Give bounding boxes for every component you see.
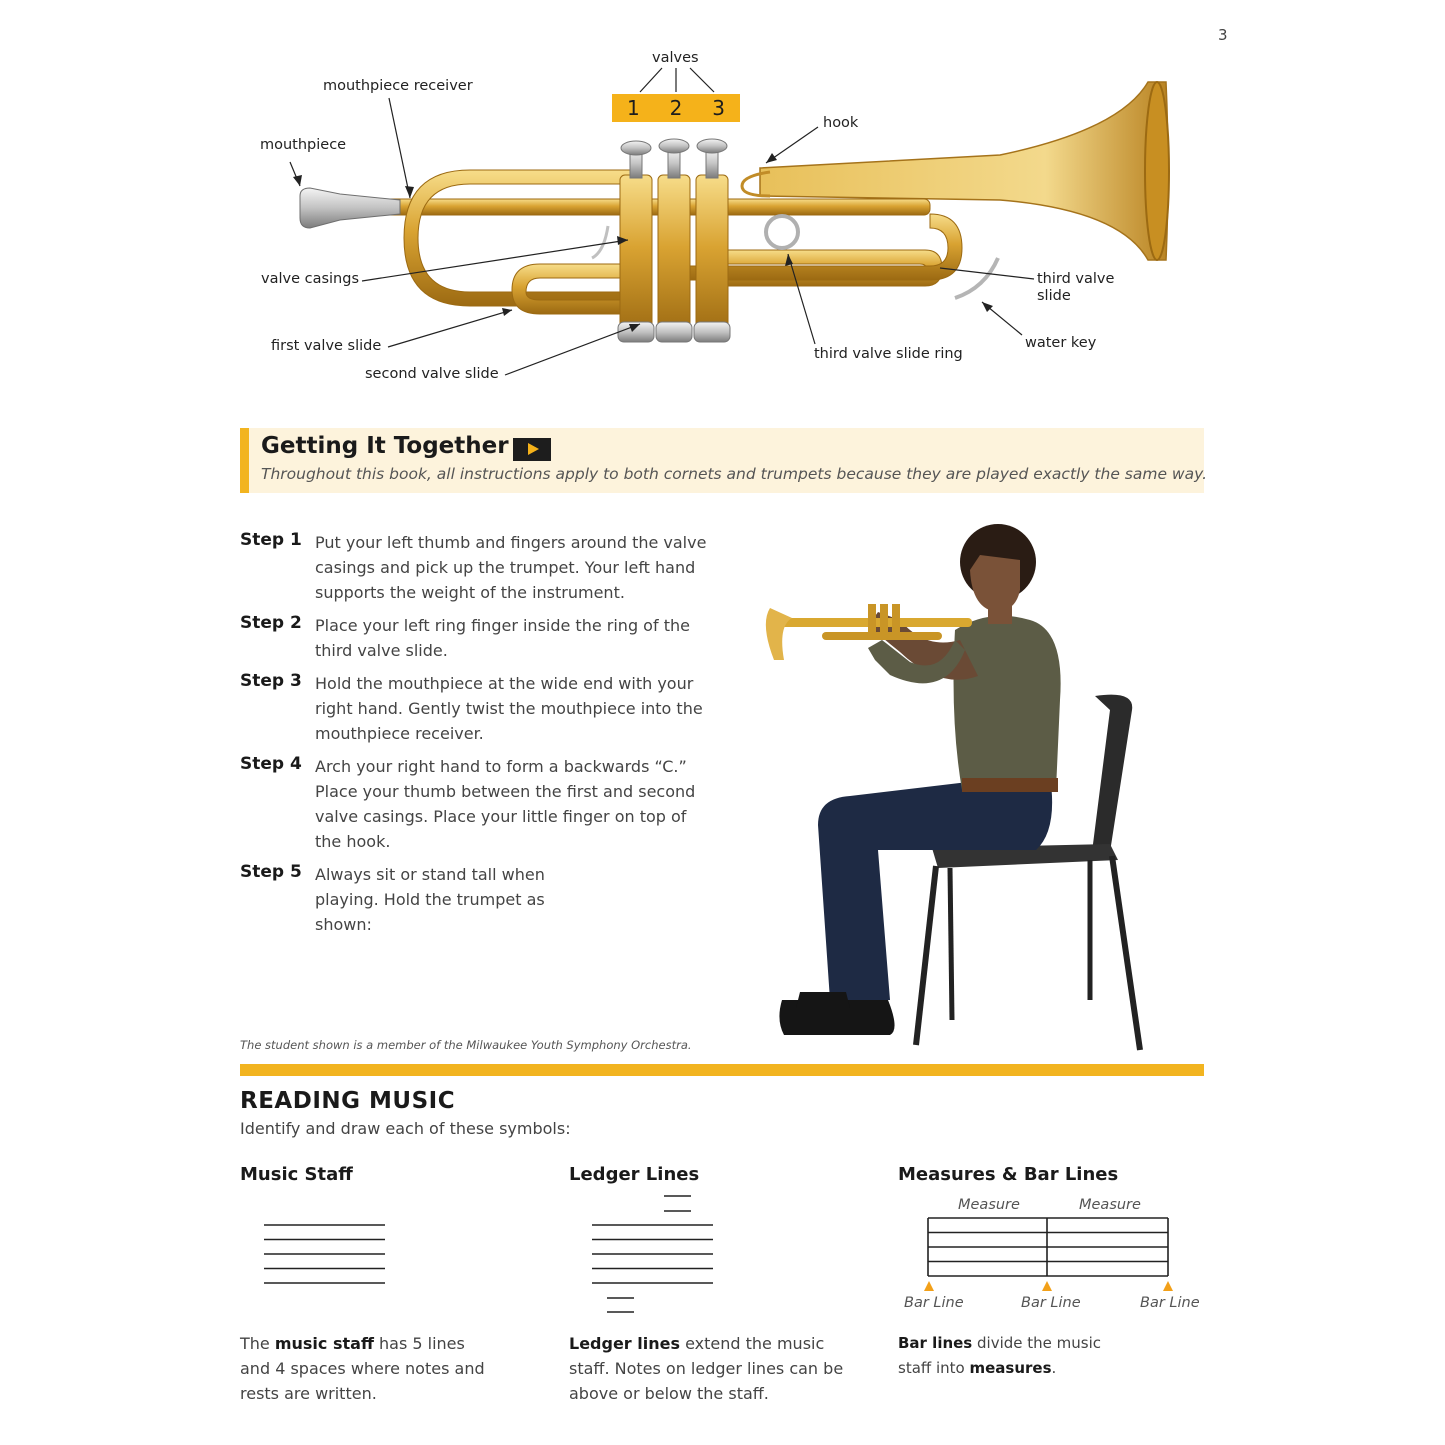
measure-label-2: Measure	[1079, 1197, 1141, 1213]
step-text: Place your left ring finger inside the ring of the third valve slide.	[315, 616, 690, 660]
photo-caption: The student shown is a member of the Milwaukee Youth Symphony Orchestra.	[240, 1038, 692, 1052]
student-head	[960, 524, 1036, 624]
valve-number-2: 2	[669, 96, 683, 120]
step-text: Put your left thumb and fingers around the valve casings and pick up the trumpet. Your left hand supports the weight of the instrument.	[315, 533, 707, 602]
measures-description: Bar lines divide the music staff into measures.	[898, 1334, 1102, 1377]
music-staff-graphic	[264, 1220, 388, 1290]
play-video-icon[interactable]	[513, 438, 551, 461]
section-subtitle: Throughout this book, all instructions apply to both cornets and trumpets because they are played exactly the same way.	[261, 465, 1208, 483]
valve-number-3: 3	[712, 96, 725, 120]
label-first-valve-slide: first valve slide	[271, 338, 382, 354]
bar-line-marker-3	[1163, 1281, 1173, 1291]
getting-it-together-panel	[240, 428, 1208, 493]
bar-line-label-1: Bar Line	[904, 1295, 964, 1311]
bar-line-label-2: Bar Line	[1021, 1295, 1081, 1311]
step-label: Step 5	[240, 862, 302, 882]
bar-line-marker-2	[1042, 1281, 1052, 1291]
step-text: Always sit or stand tall when playing. Hold the trumpet as shown:	[315, 865, 545, 934]
music-staff-title: Music Staff	[240, 1164, 353, 1185]
student-photo	[740, 500, 1180, 1060]
label-hook: hook	[823, 115, 859, 131]
measures-graphic	[920, 1212, 1180, 1296]
student-legs	[779, 776, 1052, 1035]
step-label: Step 2	[240, 613, 302, 633]
label-second-valve-slide: second valve slide	[365, 366, 499, 382]
ledger-lines-description: Ledger lines extend the music staff. Notes on ledger lines can be above or below the staff.	[569, 1334, 844, 1403]
valve-numbers-box	[612, 94, 740, 122]
ledger-lines-title: Ledger Lines	[569, 1164, 700, 1185]
step-text: Hold the mouthpiece at the wide end with your right hand. Gently twist the mouthpiece into the mouthpiece receiver.	[315, 674, 703, 743]
bar-line-label-3: Bar Line	[1140, 1295, 1200, 1311]
label-mouthpiece: mouthpiece	[260, 137, 347, 153]
music-staff-description: The music staff has 5 lines and 4 spaces where notes and rests are written.	[240, 1334, 485, 1403]
step-label: Step 3	[240, 671, 302, 691]
valves-label: valves	[652, 50, 699, 66]
reading-music-subtitle: Identify and draw each of these symbols:	[240, 1119, 571, 1138]
step-label: Step 1	[240, 530, 302, 550]
step-label: Step 4	[240, 754, 302, 774]
label-third-valve-slide-2: slide	[1037, 288, 1071, 304]
label-valve-casings: valve casings	[261, 271, 359, 287]
section-title: Getting It Together	[261, 433, 509, 459]
measure-label-1: Measure	[958, 1197, 1020, 1213]
section-divider	[240, 1064, 1204, 1076]
label-mouthpiece-receiver: mouthpiece receiver	[323, 78, 473, 94]
step-text: Arch your right hand to form a backwards “C.” Place your thumb between the first and second valve casings. Place your little finger on top of the hook.	[315, 757, 696, 851]
page-number: 3	[1218, 26, 1228, 44]
measures-bar-lines-title: Measures & Bar Lines	[898, 1164, 1119, 1185]
reading-music-title: READING MUSIC	[240, 1088, 456, 1114]
ledger-lines-graphic	[590, 1190, 716, 1320]
trumpet-diagram	[0, 0, 1445, 400]
bar-line-marker-1	[924, 1281, 934, 1291]
label-third-valve-slide-1: third valve	[1037, 271, 1115, 287]
valve-number-1: 1	[626, 96, 640, 120]
label-third-valve-slide-ring: third valve slide ring	[814, 346, 963, 362]
label-water-key: water key	[1025, 335, 1097, 351]
